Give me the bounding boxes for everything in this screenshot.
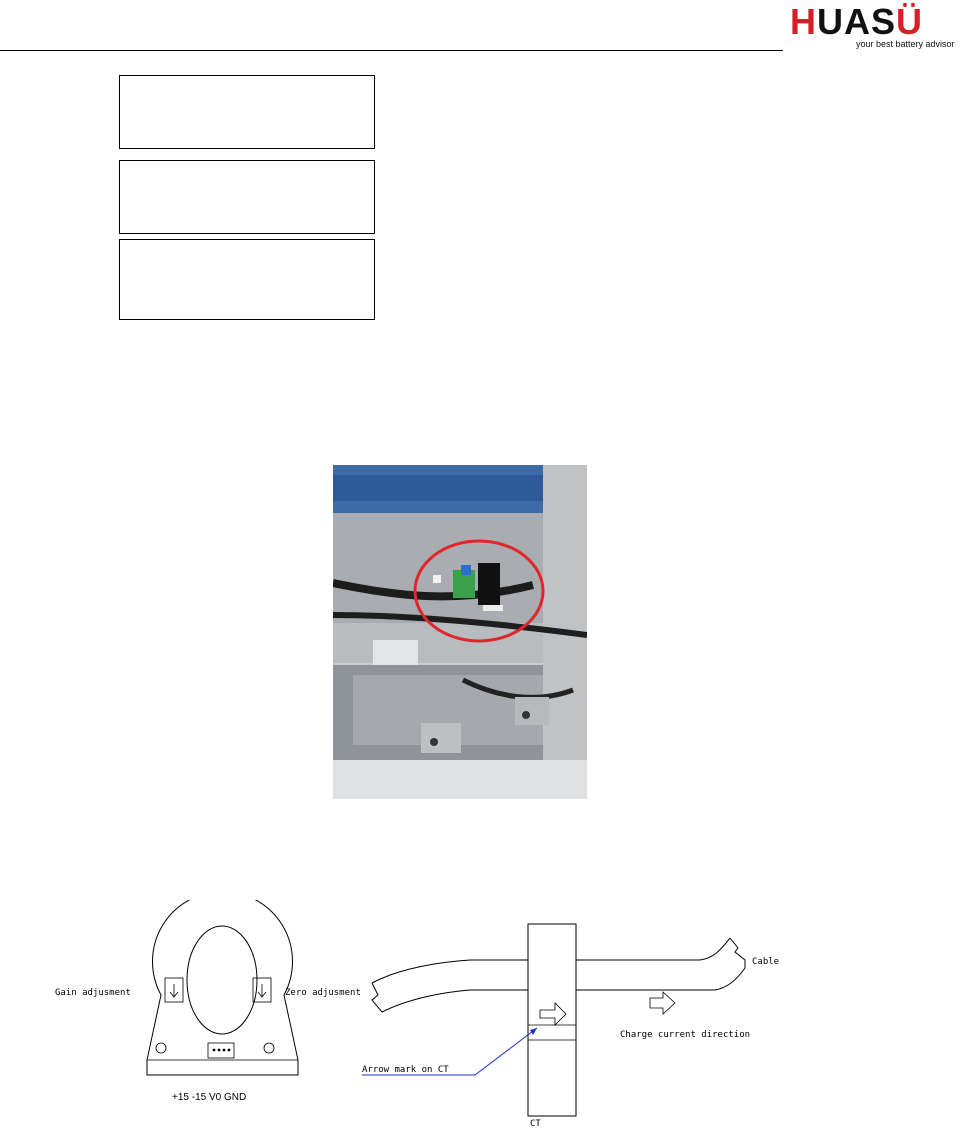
gain-adjustment-label: Gain adjusment [55,988,131,998]
charge-direction-label: Charge current direction [620,1030,751,1040]
ct-wiring-diagram [0,900,969,1130]
zero-adjustment-label: Zero adjusment [285,988,361,998]
pins-label: +15 -15 V0 GND [172,1092,247,1103]
ct-sensor-drawing [147,900,298,1075]
brand-logo [790,1,960,50]
text-box-3 [119,239,375,320]
text-box-1 [119,75,375,149]
charge-direction-arrow-icon [650,992,675,1014]
ct-label: CT [530,1119,541,1129]
battery-photo [333,465,587,799]
ct-body-drawing [528,924,576,1116]
cable-label: Cable [752,957,780,967]
battery-photo-image [333,465,587,799]
arrow-mark-label: Arrow mark on CT [362,1065,449,1075]
logo-tagline: your best battery advisor [856,39,955,49]
text-box-2 [119,160,375,234]
header-rule [0,50,783,51]
logo-mark: HUASÜ [790,1,924,42]
